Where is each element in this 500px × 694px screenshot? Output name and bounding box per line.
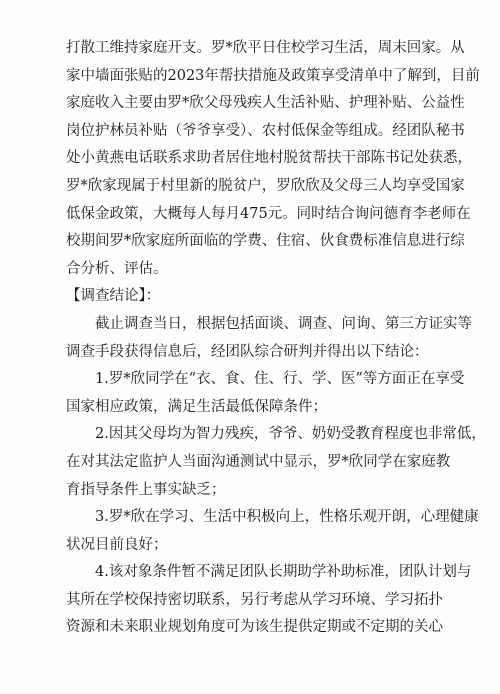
body-line: 其所在学校保持密切联系，另行考虑从学习环境、学习拓扑 (66, 591, 443, 608)
conclusion-item-4: 4.该对象条件暂不满足团队长期助学补助标准，团队计划与 (95, 564, 472, 581)
body-line: 育指导条件上事实缺乏； (66, 481, 226, 498)
paragraph-first-line: 截止调查当日，根据包括面谈、调查、问询、第三方证实等 (95, 315, 472, 332)
body-line: 合分析、评估。 (66, 260, 168, 277)
body-line: 状况目前良好； (66, 536, 168, 553)
body-line: 调查手段获得信息后，经团队综合研判并得出以下结论： (66, 343, 429, 360)
body-line: 处小黄燕电话联系求助者居住地村脱贫帮扶干部陈书记处获悉， (66, 150, 472, 167)
section-heading: 【调查结论】： (66, 288, 161, 305)
body-line: 打散工维持家庭开支。罗*欣平日住校学习生活，周末回家。从 (66, 40, 465, 56)
body-line: 岗位护林员补贴（爷爷享受）、农村低保金等组成。经团队秘书 (66, 122, 465, 139)
body-line: 校期间罗*欣家庭所面临的学费、住宿、伙食费标准信息进行综 (66, 233, 465, 250)
conclusion-item-2: 2.因其父母均为智力残疾，爷爷、奶奶受教育程度也非常低， (95, 426, 486, 443)
body-line: 家中墙面张贴的2023年帮扶措施及政策享受清单中了解到，目前 (66, 67, 480, 84)
conclusion-item-1: 1.罗*欣同学在“衣、食、住、行、学、医”等方面正在享受 (95, 371, 465, 388)
body-line: 家庭收入主要由罗*欣父母残疾人生活补贴、护理补贴、公益性 (66, 95, 465, 112)
document-body (66, 35, 486, 642)
body-line: 资源和未来职业规划角度可为该生提供定期或不定期的关心 (66, 619, 443, 636)
body-line: 低保金政策，大概每人每月475元。同时结合询问德育李老师在 (66, 205, 471, 222)
body-line: 罗*欣家现属于村里新的脱贫户，罗欣欣及父母三人均享受国家 (66, 177, 465, 194)
conclusion-item-3: 3.罗*欣在学习、生活中积极向上，性格乐观开朗，心理健康 (95, 509, 479, 526)
body-line: 在对其法定监护人当面沟通测试中显示，罗*欣同学在家庭教 (66, 453, 451, 470)
body-line: 国家相应政策，满足生活最低保障条件； (66, 398, 327, 415)
